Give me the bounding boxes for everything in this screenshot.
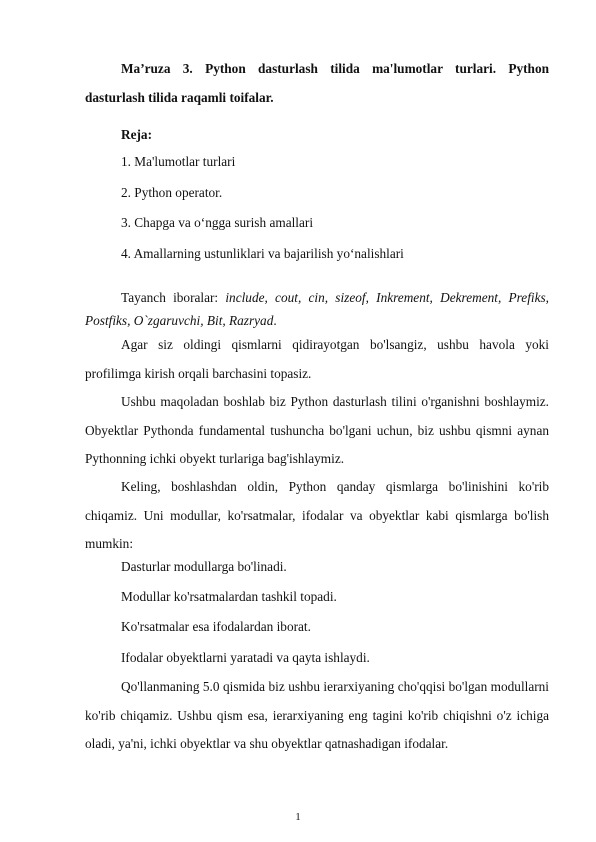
plan-item: 1. Ma'lumotlar turlari: [121, 154, 236, 169]
lecture-title: Ma’ruza 3. Python dasturlash tilida ma'lumotlar turlari. Python dasturlash tilida raqamli toifalar.: [85, 61, 549, 105]
paragraph-hierarchy: Qo'llanmaning 5.0 qismida biz ushbu ierarxiyaning cho'qqisi bo'lgan modullarni ko'rib chiqamiz. Ushbu qism esa, ierarxiyaning eng tagini ko'rib chiqishni o'z ichiga oladi, ya'ni, ichki obyektlar va shu obyektlar qatnashadigan ifodalar.: [85, 679, 549, 752]
paragraph-intro: Agar siz oldingi qismlarni qidirayotgan bo'lsangiz, ushbu havola yoki profilimga kirish orqali barchasini topasiz.: [85, 337, 549, 381]
keywords-terms: include, cout, cin, sizeof, Inkrement, Dekrement, Prefiks, Postfiks, O`zgaruvchi, Bit, Razryad: [85, 290, 549, 328]
paragraph-objects: Ushbu maqoladan boshlab biz Python dasturlash tilini o'rganishni boshlaymiz. Obyektlar Pythonda fundamental tushuncha bo'lgani uchun, biz ushbu qismni aynan Pythonning ichki obyekt turlariga bag'ishlaymiz.: [85, 394, 549, 467]
keywords-label: Tayanch iboralar:: [121, 290, 219, 305]
plan-item: 3. Chapga va o‘ngga surish amallari: [121, 215, 314, 230]
paragraph-parts: Keling, boshlashdan oldin, Python qanday qismlarga bo'linishini ko'rib chiqamiz. Uni modullar, ko'rsatmalar, ifodalar va obyektlar kabi qismlarga bo'lish mumkin:: [85, 479, 549, 552]
plan-heading: Reja:: [121, 127, 153, 142]
list-item: Modullar ko'rsatmalardan tashkil topadi.: [121, 589, 337, 604]
list-item: Ko'rsatmalar esa ifodalardan iborat.: [121, 619, 311, 634]
page-number: 1: [295, 811, 301, 823]
list-item: Ifodalar obyektlarni yaratadi va qayta ishlaydi.: [121, 650, 370, 665]
list-item: Dasturlar modullarga bo'linadi.: [121, 559, 287, 574]
plan-item: 2. Python operator.: [121, 185, 223, 200]
plan-item: 4. Amallarning ustunliklari va bajarilish yo‘nalishlari: [121, 246, 404, 261]
keywords-paragraph: [85, 286, 549, 332]
keywords-end: .: [273, 313, 277, 328]
